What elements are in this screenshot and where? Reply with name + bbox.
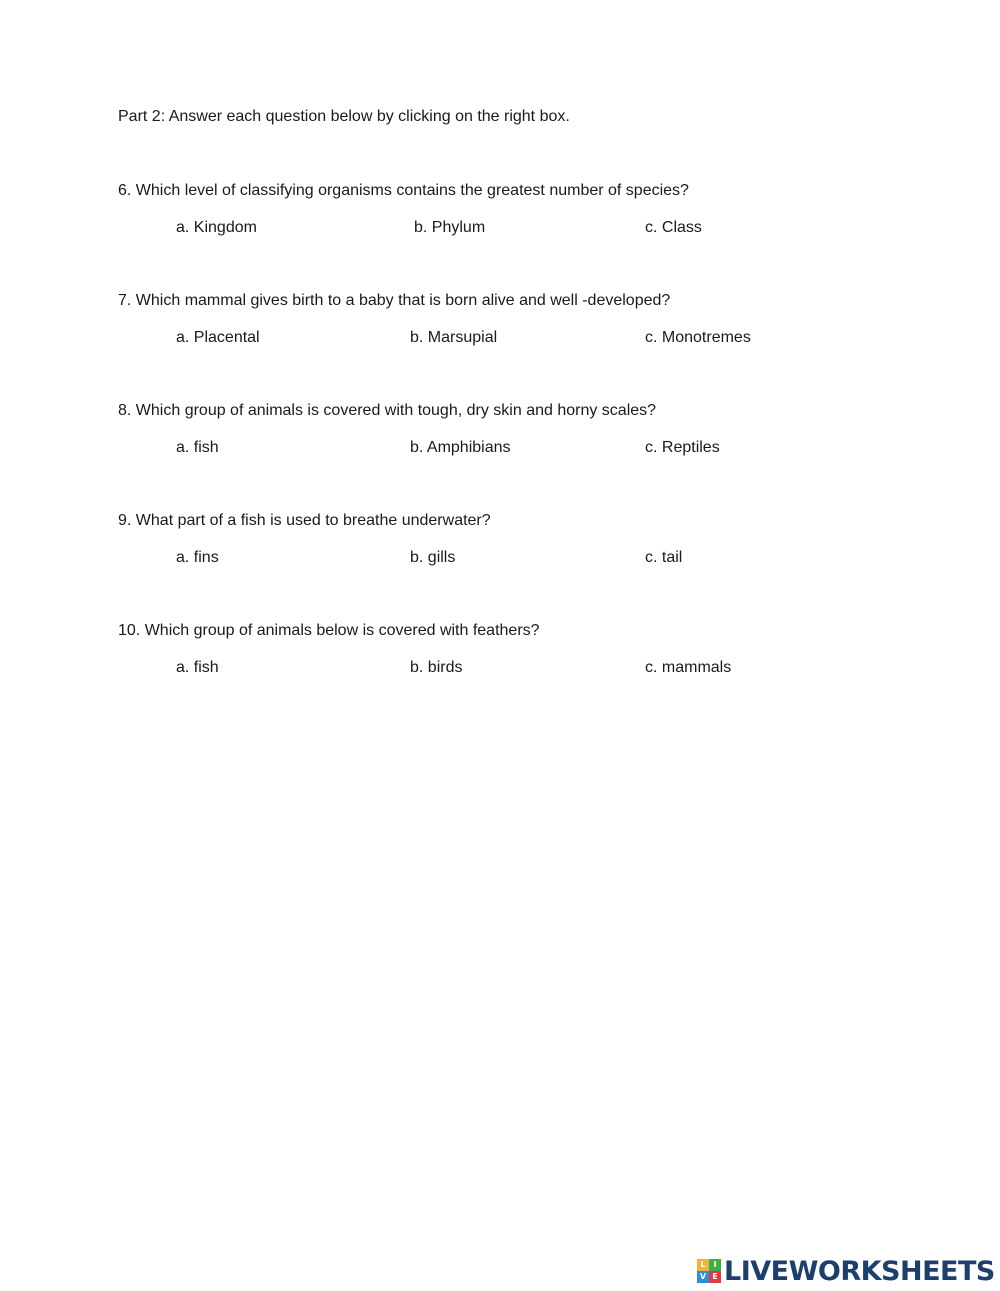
option-a[interactable]: a. Placental (176, 329, 260, 346)
liveworksheets-logo (697, 1254, 995, 1288)
question-10 (118, 621, 918, 680)
answer-options (118, 438, 918, 460)
logo-mark-icon (697, 1259, 721, 1283)
logo-text: LIVEWORKSHEETS (724, 1255, 995, 1287)
option-b[interactable]: b. Amphibians (410, 439, 511, 456)
question-text: 7. Which mammal gives birth to a baby that is born alive and well -developed? (118, 292, 671, 309)
question-text: 9. What part of a fish is used to breathe underwater? (118, 512, 491, 529)
option-b[interactable]: b. birds (410, 659, 463, 676)
question-9 (118, 511, 918, 570)
option-b[interactable]: b. Marsupial (410, 329, 498, 346)
answer-options (118, 658, 918, 680)
logo-mark-letter: V (697, 1271, 709, 1283)
question-8 (118, 401, 918, 460)
answer-options (118, 218, 918, 240)
option-a[interactable]: a. Kingdom (176, 219, 257, 236)
option-a[interactable]: a. fish (176, 439, 219, 456)
option-c[interactable]: c. Reptiles (645, 439, 720, 456)
option-c[interactable]: c. Monotremes (645, 329, 751, 346)
instructions-text: Part 2: Answer each question below by clicking on the right box. (118, 108, 570, 125)
logo-mark-letter: L (697, 1259, 709, 1271)
question-text: 10. Which group of animals below is covered with feathers? (118, 622, 540, 639)
answer-options (118, 328, 918, 350)
option-b[interactable]: b. Phylum (414, 219, 486, 236)
question-text: 8. Which group of animals is covered with tough, dry skin and horny scales? (118, 402, 657, 419)
option-b[interactable]: b. gills (410, 549, 456, 566)
option-c[interactable]: c. mammals (645, 659, 732, 676)
option-c[interactable]: c. tail (645, 549, 683, 566)
answer-options (118, 548, 918, 570)
option-c[interactable]: c. Class (645, 219, 702, 236)
logo-mark-letter: I (709, 1259, 721, 1271)
logo-mark-letter: E (709, 1271, 721, 1283)
option-a[interactable]: a. fish (176, 659, 219, 676)
question-text: 6. Which level of classifying organisms contains the greatest number of species? (118, 182, 689, 199)
option-a[interactable]: a. fins (176, 549, 219, 566)
question-7 (118, 291, 918, 350)
question-6 (118, 181, 918, 240)
